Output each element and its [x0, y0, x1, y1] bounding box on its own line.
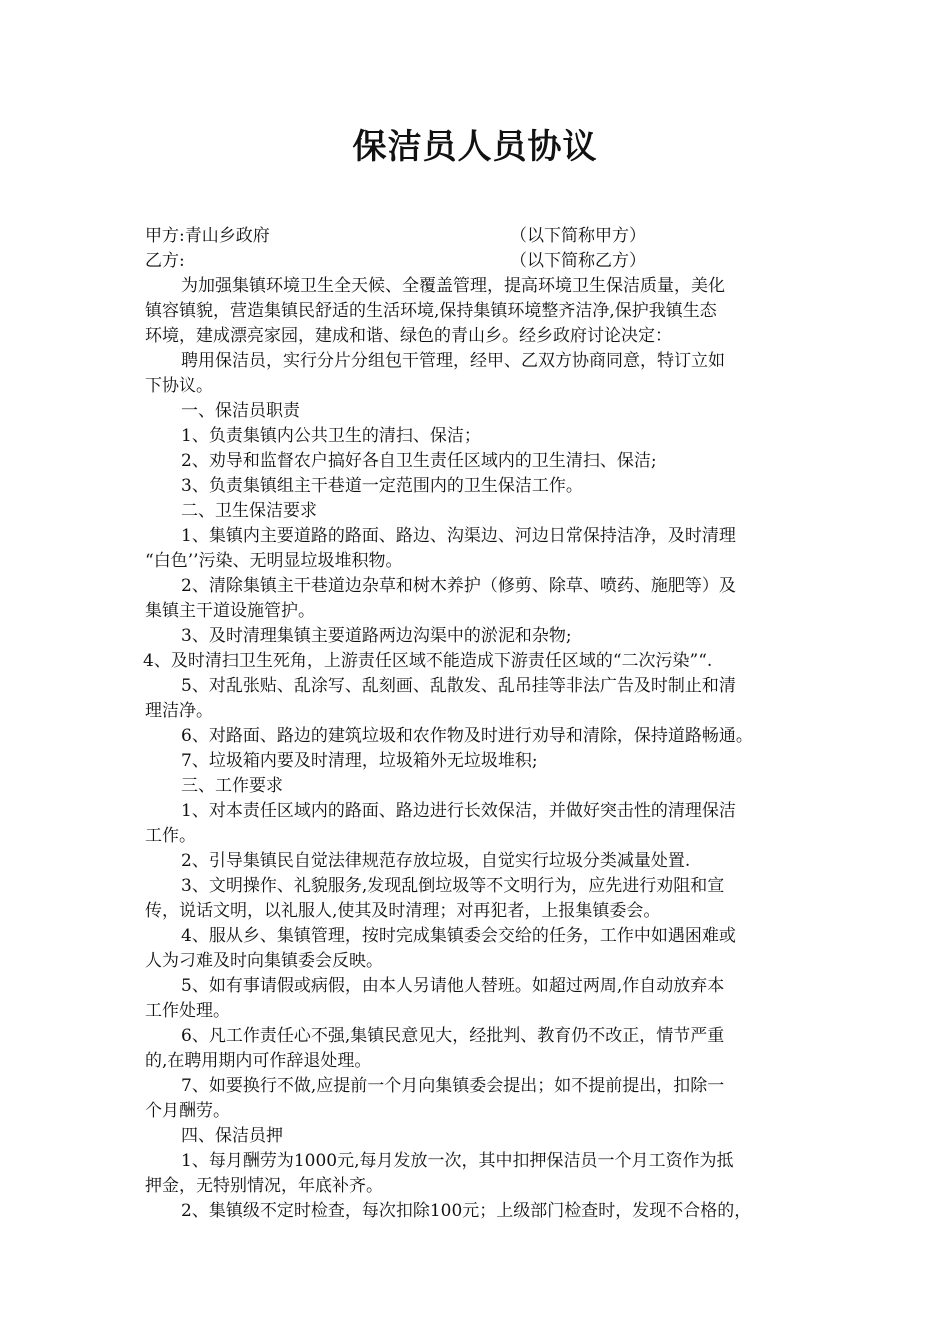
- clause-line: 1、集镇内主要道路的路面、路边、沟渠边、河边日常保持洁净，及时清理: [181, 526, 736, 546]
- clause-line: 4、服从乡、集镇管理，按时完成集镇委会交给的任务，工作中如遇困难或: [181, 926, 736, 946]
- intro-line: 镇容镇貌，营造集镇民舒适的生活环境,保持集镇环境整齐洁净,保护我镇生态: [145, 301, 717, 321]
- intro-line: 聘用保洁员，实行分片分组包干管理，经甲、乙双方协商同意，特订立如: [181, 351, 725, 371]
- clause-line: 理洁净。: [145, 701, 213, 721]
- clause-line: 工作。: [145, 826, 196, 846]
- party-a-line: [145, 224, 825, 249]
- intro-line: 为加强集镇环境卫生全天候、全覆盖管理，提高环境卫生保洁质量，美化: [181, 276, 725, 296]
- clause-line: 集镇主干道设施管护。: [145, 601, 315, 621]
- section-heading: 四、保洁员押: [181, 1126, 283, 1146]
- clause-line: 6、凡工作责任心不强,集镇民意见大，经批判、教育仍不改正，情节严重: [181, 1026, 725, 1046]
- party-b-note: （以下简称乙方）: [510, 251, 646, 271]
- clause-line: 6、对路面、路边的建筑垃圾和农作物及时进行劝导和清除，保持道路畅通。: [181, 726, 753, 746]
- intro-line: 下协议。: [145, 376, 213, 396]
- clause-line: 3、及时清理集镇主要道路两边沟渠中的淤泥和杂物;: [181, 626, 572, 646]
- section-heading: 一、保洁员职责: [181, 401, 300, 421]
- clause-line: 的,在聘用期内可作辞退处理。: [145, 1051, 372, 1071]
- clause-line: 1、对本责任区域内的路面、路边进行长效保洁，并做好突击性的清理保洁: [181, 801, 736, 821]
- party-a-note: （以下简称甲方）: [510, 226, 646, 246]
- clause-line: 个月酬劳。: [145, 1101, 230, 1121]
- clause-line: 7、垃圾箱内要及时清理，垃圾箱外无垃圾堆积;: [181, 751, 538, 771]
- clause-line: 4、及时清扫卫生死角，上游责任区域不能造成下游责任区域的“二次污染”“.: [143, 651, 713, 671]
- party-b-line: [145, 249, 825, 274]
- document-title: 保洁员人员协议: [352, 127, 598, 167]
- clause-line: 人为刁难及时向集镇委会反映。: [145, 951, 383, 971]
- clause-line: “白色’’污染、无明显垃圾堆积物。: [145, 551, 403, 571]
- party-a: 甲方:青山乡政府: [145, 226, 270, 246]
- clause-line: 5、对乱张贴、乱涂写、乱刻画、乱散发、乱吊挂等非法广告及时制止和清: [181, 676, 736, 696]
- document-body: [145, 224, 825, 1224]
- clause-line: 2、引导集镇民自觉法律规范存放垃圾，自觉实行垃圾分类减量处置.: [181, 851, 691, 871]
- section-heading: 三、工作要求: [181, 776, 283, 796]
- clause-line: 工作处理。: [145, 1001, 230, 1021]
- clause-line: 传，说话文明，以礼服人,使其及时清理；对再犯者，上报集镇委会。: [145, 901, 661, 921]
- party-b: 乙方:: [145, 251, 185, 271]
- clause-line: 7、如要换行不做,应提前一个月向集镇委会提出；如不提前提出，扣除一: [181, 1076, 725, 1096]
- clause-line: 1、负责集镇内公共卫生的清扫、保洁；: [181, 426, 481, 446]
- clause-line: 3、文明操作、礼貌服务,发现乱倒垃圾等不文明行为，应先进行劝阻和宣: [181, 876, 725, 896]
- intro-line: 环境，建成漂亮家园，建成和谐、绿色的青山乡。经乡政府讨论决定：: [145, 326, 672, 346]
- section-heading: 二、卫生保洁要求: [181, 501, 317, 521]
- clause-line: 3、负责集镇组主干巷道一定范围内的卫生保洁工作。: [181, 476, 583, 496]
- clause-line: 2、劝导和监督农户搞好各自卫生责任区域内的卫生清扫、保洁;: [181, 451, 657, 471]
- clause-line: 2、清除集镇主干巷道边杂草和树木养护（修剪、除草、喷药、施肥等）及: [181, 576, 736, 596]
- clause-line: 2、集镇级不定时检查，每次扣除100元；上级部门检查时，发现不合格的，: [181, 1201, 752, 1221]
- clause-line: 1、每月酬劳为1000元,每月发放一次，其中扣押保洁员一个月工资作为抵: [181, 1151, 734, 1171]
- clause-line: 5、如有事请假或病假，由本人另请他人替班。如超过两周,作自动放弃本: [181, 976, 725, 996]
- clause-line: 押金，无特别情况，年底补齐。: [145, 1176, 383, 1196]
